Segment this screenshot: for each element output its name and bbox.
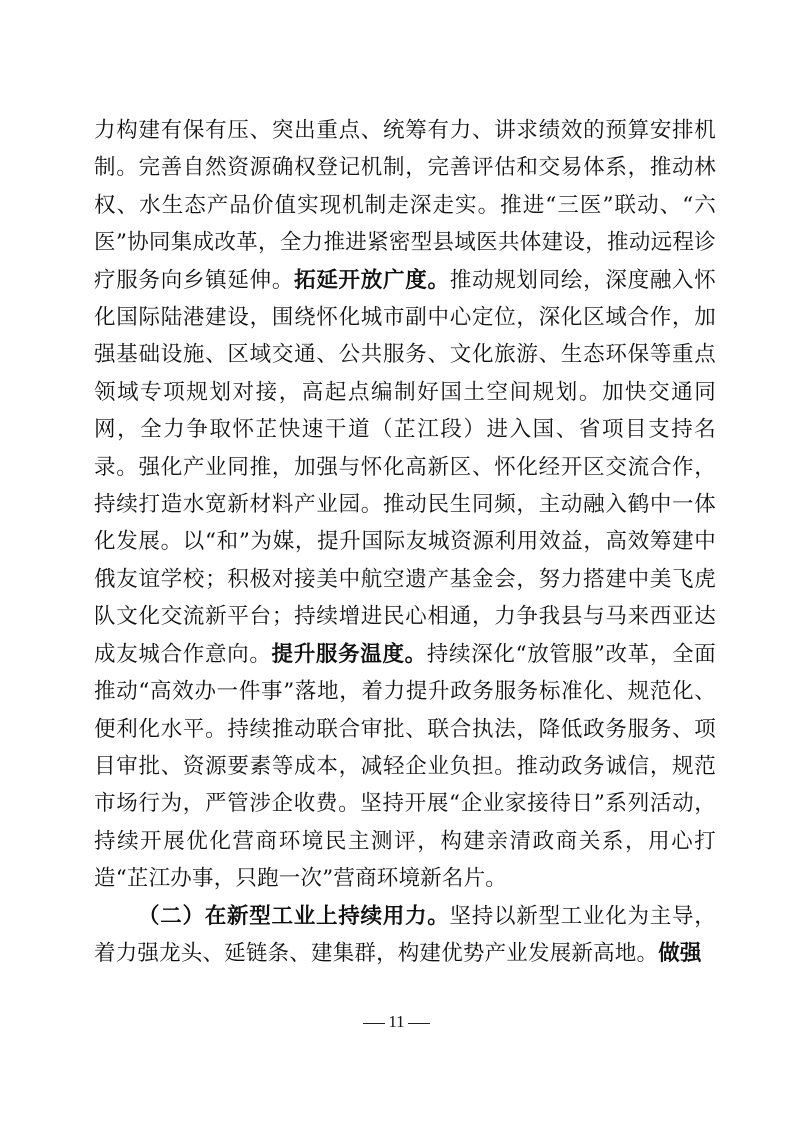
page-footer [0,1012,793,1032]
paragraph-1-text-a: 力构建有保有压、突出重点、统筹有力、讲求绩效的预算安排机制。完善自然资源确权登记机制，完善评估和交易体系，推动林权、水生态产品价值实现机制走深走实。推进“三医”联动、“六医”协同集成改革，全力推进紧密型县域医共体建设，推动远程诊疗服务向乡镇延伸。 [94,118,716,293]
paragraph-2 [94,898,716,973]
paragraph-1-text-c: 持续深化“放管服”改革，全面推动“高效办一件事”落地，着力提升政务服务标准化、规范化、便利化水平。持续推动联合审批、联合执法，降低政务服务、项目审批、资源要素等成本，减轻企业负担。推动政务诚信，规范市场行为，严管涉企收费。坚持开展“企业家接待日”系列活动，持续开展优化营商环境民主测评，构建亲清政商关系，用心打造“芷江办事，只跑一次”营商环境新名片。 [94,641,716,892]
section-heading-new-industry: （二）在新型工业上持续用力。 [138,903,450,929]
document-body [94,112,716,972]
paragraph-2-text-a: 坚持以新型工业化为主导，着力强龙头、延链条、建集群，构建优势产业发展新高地。 [94,903,716,966]
paragraph-1 [94,112,716,898]
page-number: 11 [388,1012,405,1031]
footer-dash-right [408,1023,430,1024]
heading-expand-openness: 拓延开放广度。 [294,267,450,293]
footer-dash-left [363,1023,385,1024]
paragraph-1-text-b: 推动规划同绘，深度融入怀化国际陆港建设，围绕怀化城市副中心定位，深化区域合作，加强基础设施、区域交通、公共服务、文化旅游、生态环保等重点领域专项规划对接，高起点编制好国土空间规划。加快交通同网，全力争取怀芷快速干道（芷江段）进入国、省项目支持名录。强化产业同推，加强与怀化高新区、怀化经开区交流合作，持续打造水宽新材料产业园。推动民生同频，主动融入鹤中一体化发展。以“和”为媒，提升国际友城资源利用效益，高效筹建中俄友谊学校；积极对接美中航空遗产基金会，努力搭建中美飞虎队文化交流新平台；持续增进民心相通，力争我县与马来西亚达成友城合作意向。 [94,267,716,667]
heading-improve-service: 提升服务温度。 [271,641,427,667]
heading-strengthen: 做强 [658,940,702,966]
